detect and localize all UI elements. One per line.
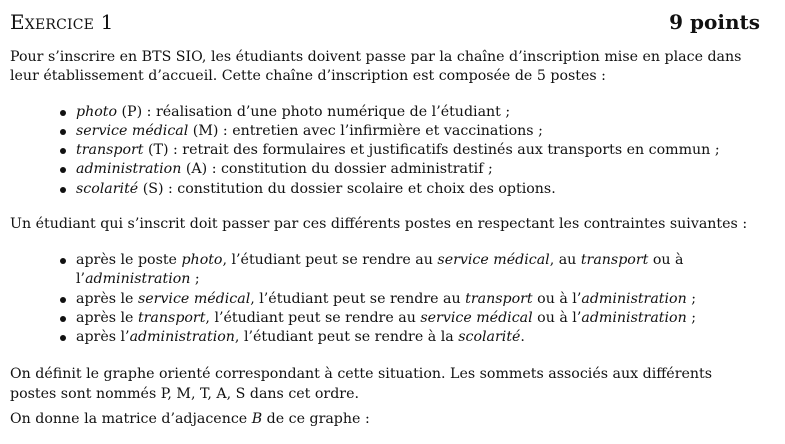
- poste-item: [60, 141, 760, 160]
- constraint-item: [60, 251, 760, 289]
- poste-description: (S) : constitution du dossier scolaire et choix des options.: [138, 180, 556, 197]
- constraint-item: [60, 328, 760, 347]
- graph-definition: On définit le graphe orienté correspondant à cette situation. Les sommets associés aux différents postes sont nommés P, M, T, A, S dans cet ordre.: [10, 366, 713, 402]
- constraint-text: , l’étudiant peut se rendre au: [205, 309, 421, 326]
- poste-item: [60, 103, 760, 122]
- intro-paragraph: Pour s’inscrire en BTS SIO, les étudiants doivent passe par la chaîne d’inscription mise en place dans leur établissement d’accueil. Cette chaîne d’inscription est composée de 5 postes :: [10, 49, 742, 85]
- constraints-intro: Un étudiant qui s’inscrit doit passer par ces différents postes en respectant les contraintes suivantes :: [10, 215, 748, 232]
- constraint-text: ;: [686, 309, 697, 326]
- constraint-poste: administration: [581, 309, 687, 326]
- constraint-poste: transport: [137, 309, 206, 326]
- constraint-poste: service médical: [137, 290, 251, 307]
- constraint-text: , l’étudiant peut se rendre au: [250, 290, 466, 307]
- constraint-text: , l’étudiant peut se rendre à la: [234, 329, 459, 346]
- constraint-text: après l’: [76, 329, 130, 346]
- constraint-item: [60, 290, 760, 309]
- constraint-poste: scolarité: [458, 329, 521, 346]
- constraint-poste: photo: [181, 252, 223, 269]
- poste-name: administration: [76, 161, 182, 178]
- poste-description: (P) : réalisation d’une photo numérique de l’étudiant ;: [117, 103, 511, 120]
- constraint-text: .: [520, 329, 525, 346]
- matrix-text: de ce graphe :: [262, 411, 370, 428]
- constraint-poste: administration: [581, 290, 687, 307]
- matrix-intro: [10, 410, 760, 429]
- poste-item: [60, 180, 760, 199]
- constraint-text: après le: [76, 290, 138, 307]
- constraint-poste: service médical: [437, 252, 550, 269]
- constraint-poste: service médical: [420, 309, 533, 326]
- poste-description: (M) : entretien avec l’infirmière et vaccinations ;: [188, 123, 543, 140]
- poste-description: (T) : retrait des formulaires et justificatifs destinés aux transports en commun ;: [143, 142, 720, 159]
- matrix-variable: B: [251, 411, 263, 428]
- constraint-text: ;: [190, 271, 200, 288]
- constraint-poste: transport: [580, 252, 649, 269]
- exercise-points: 9 points: [669, 10, 760, 34]
- constraint-text: ou à l’: [532, 309, 582, 326]
- constraint-item: [60, 309, 760, 328]
- constraint-text: ;: [686, 290, 697, 307]
- constraint-text: après le poste: [76, 252, 182, 269]
- poste-name: transport: [76, 142, 144, 159]
- matrix-text: On donne la matrice d’adjacence: [10, 411, 252, 428]
- postes-list: [10, 103, 760, 199]
- constraint-text: , au: [549, 252, 581, 269]
- poste-name: service médical: [76, 123, 189, 140]
- poste-description: (A) : constitution du dossier administratif ;: [181, 161, 493, 178]
- constraint-text: , l’étudiant peut se rendre au: [222, 252, 438, 269]
- poste-item: [60, 122, 760, 141]
- constraint-poste: transport: [465, 290, 533, 307]
- constraint-text: ou à l’: [76, 252, 684, 288]
- exercise-header: [10, 10, 760, 40]
- poste-name: scolarité: [76, 180, 139, 197]
- constraint-text: après le: [76, 309, 138, 326]
- exercise-title: Exercice 1: [10, 10, 114, 34]
- constraint-poste: administration: [85, 271, 191, 288]
- poste-name: photo: [76, 103, 118, 120]
- constraint-text: ou à l’: [532, 290, 582, 307]
- poste-item: [60, 160, 760, 179]
- exercise-page: [10, 10, 760, 429]
- constraint-poste: administration: [129, 329, 235, 346]
- constraints-list: [10, 251, 760, 347]
